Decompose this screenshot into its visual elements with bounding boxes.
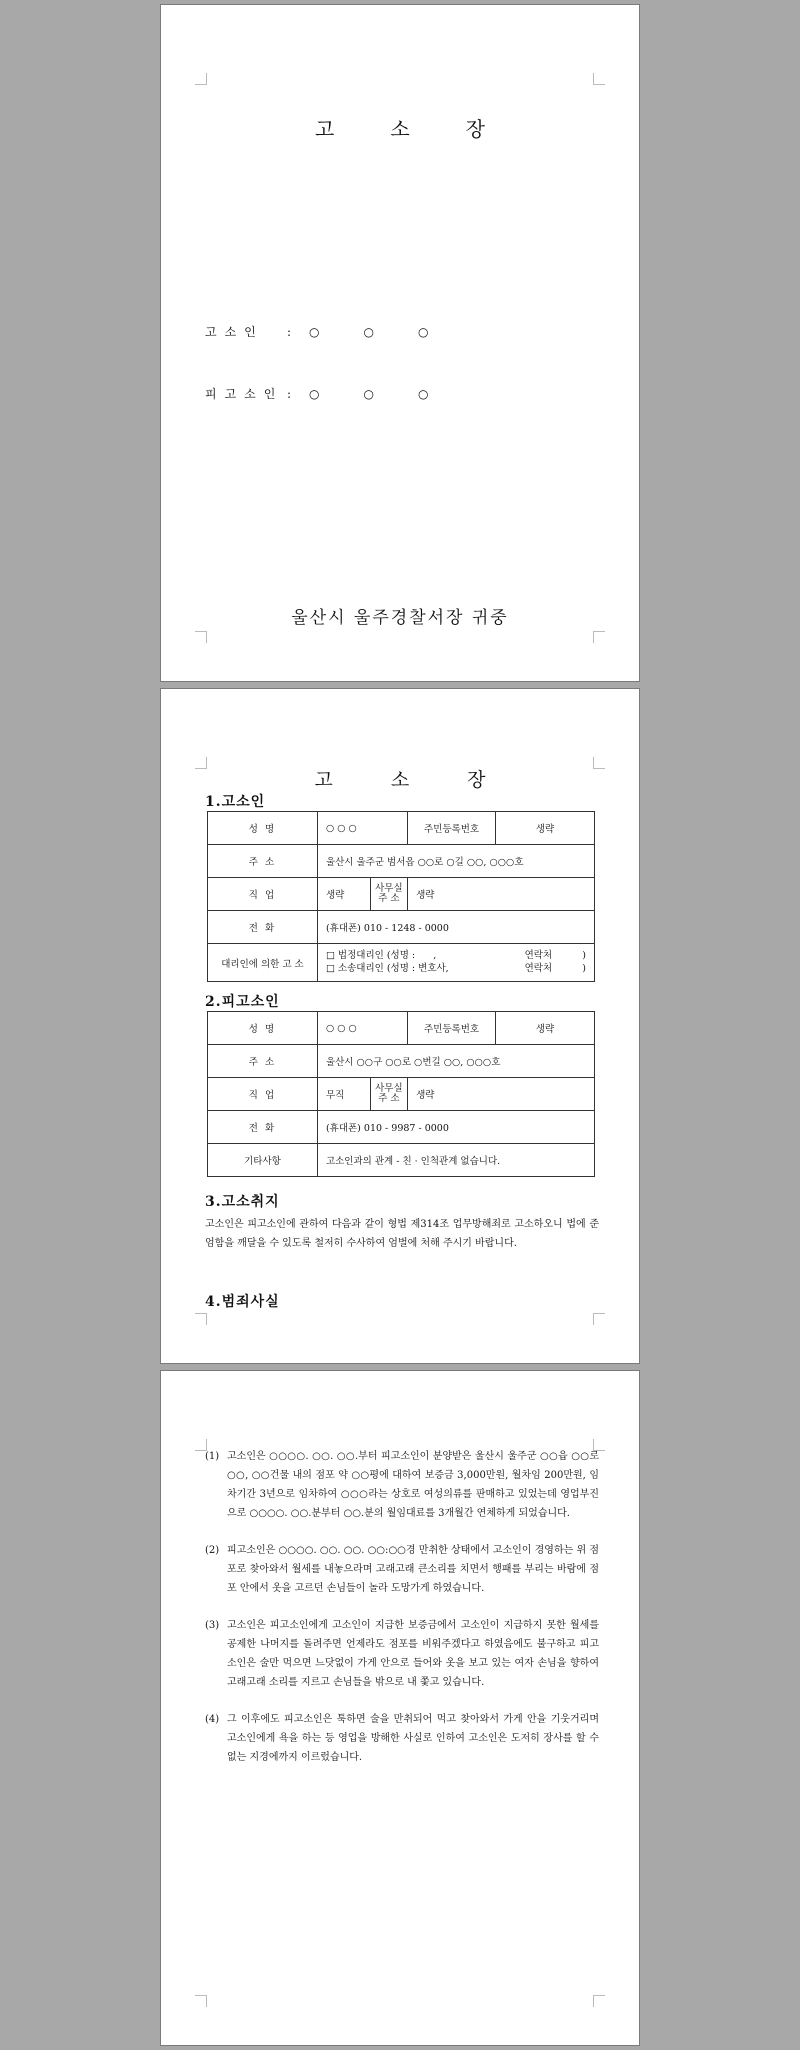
litigation-agent: □ 소송대리인 (성명 : 변호사, [325, 962, 449, 974]
list-item [205, 1541, 599, 1598]
section4-heading: 4.범죄사실 [205, 1294, 280, 1310]
list-item [205, 1447, 599, 1523]
legal-agent: □ 법정대리인 (성명 : , [325, 950, 437, 962]
fact-text: 그 이후에도 피고소인은 툭하면 술을 만취되어 먹고 찾아와서 가게 안을 기웃거리며 고소인에게 욕을 하는 등 영업을 방해한 사실로 인하여 고소인은 도저히 장사를 할 수 없는 지경에까지 이르렀습니다. [227, 1714, 599, 1763]
complainant-line: 고소인 : ○○○ [205, 324, 473, 339]
crop-mark [195, 1313, 207, 1325]
defendant-label: 피고소인 [205, 387, 284, 401]
job-value: 생략 [317, 878, 370, 911]
complainant-table [207, 811, 595, 982]
address-label: 주 소 [208, 845, 318, 878]
rrn-label: 주민등록번호 [408, 812, 496, 845]
crop-mark [593, 73, 605, 85]
etc-label: 기타사항 [208, 1144, 318, 1177]
address-value: 울산시 ○○구 ○○로 ○번길 ○○, ○○○호 [317, 1045, 594, 1078]
fact-number: (3) [205, 1620, 220, 1631]
address-label: 주 소 [208, 1045, 318, 1078]
complaint-page [160, 688, 640, 1364]
office-label: 사무실 주 소 [370, 878, 407, 911]
defendant-table [207, 1011, 595, 1177]
crop-mark [195, 631, 207, 643]
name-value: ○ ○ ○ [317, 812, 407, 845]
fact-number: (4) [205, 1714, 220, 1725]
office-value: 생략 [408, 878, 595, 911]
job-label: 직 업 [208, 1078, 318, 1111]
etc-value: 고소인과의 관계 - 친 · 인척관계 없습니다. [317, 1144, 594, 1177]
fact-number: (2) [205, 1545, 220, 1556]
job-value: 무직 [317, 1078, 370, 1111]
rrn-label: 주민등록번호 [408, 1012, 496, 1045]
litigation-agent-contact: 연락처 ) [524, 962, 586, 974]
list-item [205, 1710, 599, 1767]
crop-mark [593, 1313, 605, 1325]
job-label: 직 업 [208, 878, 318, 911]
page-title: 고소장 [314, 769, 544, 791]
crime-facts-list [205, 1447, 599, 1785]
section3-heading: 3.고소취지 [205, 1194, 280, 1210]
office-label: 사무실 주 소 [370, 1078, 407, 1111]
fact-text: 피고소인은 ○○○○. ○○. ○○. ○○:○○경 만취한 상태에서 고소인이 경영하는 위 점포로 찾아와서 월세를 내놓으라며 고래고래 큰소리를 치면서 행패를 부리는 바람에 점포 안에서 옷을 고르던 손님들이 놀라 도망가게 하였습니다. [227, 1545, 599, 1594]
name-value: ○ ○ ○ [317, 1012, 407, 1045]
fact-text: 고소인은 피고소인에게 고소인이 지급한 보증금에서 고소인이 지급하지 못한 월세를 공제한 나머지를 돌려주면 언제라도 점포를 비워주겠다고 하였음에도 불구하고 피고소인은 술만 먹으면 느닷없이 가게 안으로 들어와 옷을 보고 있는 여자 손님을 향하여 고래고래 소리를 지르고 손님들을 밖으로 내 쫓고 있습니다. [227, 1620, 599, 1688]
agent-value [317, 944, 594, 982]
fact-number: (1) [205, 1451, 220, 1462]
rrn-value: 생략 [496, 1012, 595, 1045]
phone-value: (휴대폰) 010 - 9987 - 0000 [317, 1111, 594, 1144]
phone-label: 전 화 [208, 1111, 318, 1144]
crop-mark [195, 73, 207, 85]
cover-title: 고소장 [315, 117, 541, 141]
crop-mark [195, 1995, 207, 2007]
name-label: 성 명 [208, 812, 318, 845]
legal-agent-contact: 연락처 ) [524, 950, 586, 962]
facts-page [160, 1370, 640, 2046]
address-value: 울산시 울주군 범서읍 ○○로 ○길 ○○, ○○○호 [317, 845, 594, 878]
section2-heading: 2.피고소인 [205, 994, 280, 1010]
crop-mark [593, 1995, 605, 2007]
office-value: 생략 [408, 1078, 595, 1111]
list-item [205, 1616, 599, 1692]
section1-heading: 1.고소인 [205, 794, 266, 810]
defendant-name: ○○○ [309, 386, 473, 401]
complainant-label: 고소인 [205, 325, 264, 339]
submit-to: 울산시 울주경찰서장 귀중 [291, 608, 509, 628]
phone-label: 전 화 [208, 911, 318, 944]
complainant-name: ○○○ [309, 324, 473, 339]
defendant-line: 피고소인 : ○○○ [205, 386, 473, 401]
fact-text: 고소인은 ○○○○. ○○. ○○.부터 피고소인이 분양받은 울산시 울주군 ○○읍 ○○로 ○○, ○○건물 내의 점포 약 ○○평에 대하여 보증금 3,000만원, 월차임 200만원, 임차기간 3년으로 임차하여 ○○○라는 상호로 여성의류를 판매하고 있었는데 영업부진으로 ○○○○. ○○.분부터 ○○.분의 월임대료를 3개월간 연체하게 되었습니다. [227, 1451, 600, 1519]
name-label: 성 명 [208, 1012, 318, 1045]
cover-page [160, 4, 640, 682]
crop-mark [593, 631, 605, 643]
rrn-value: 생략 [496, 812, 595, 845]
complaint-purpose: 고소인은 피고소인에 관하여 다음과 같이 형법 제314조 업무방해죄로 고소하오니 법에 준엄함을 깨달을 수 있도록 철저히 수사하여 엄벌에 처해 주시기 바랍니다. [205, 1219, 599, 1249]
agent-label: 대리인에 의한 고 소 [208, 944, 318, 982]
phone-value: (휴대폰) 010 - 1248 - 0000 [317, 911, 594, 944]
